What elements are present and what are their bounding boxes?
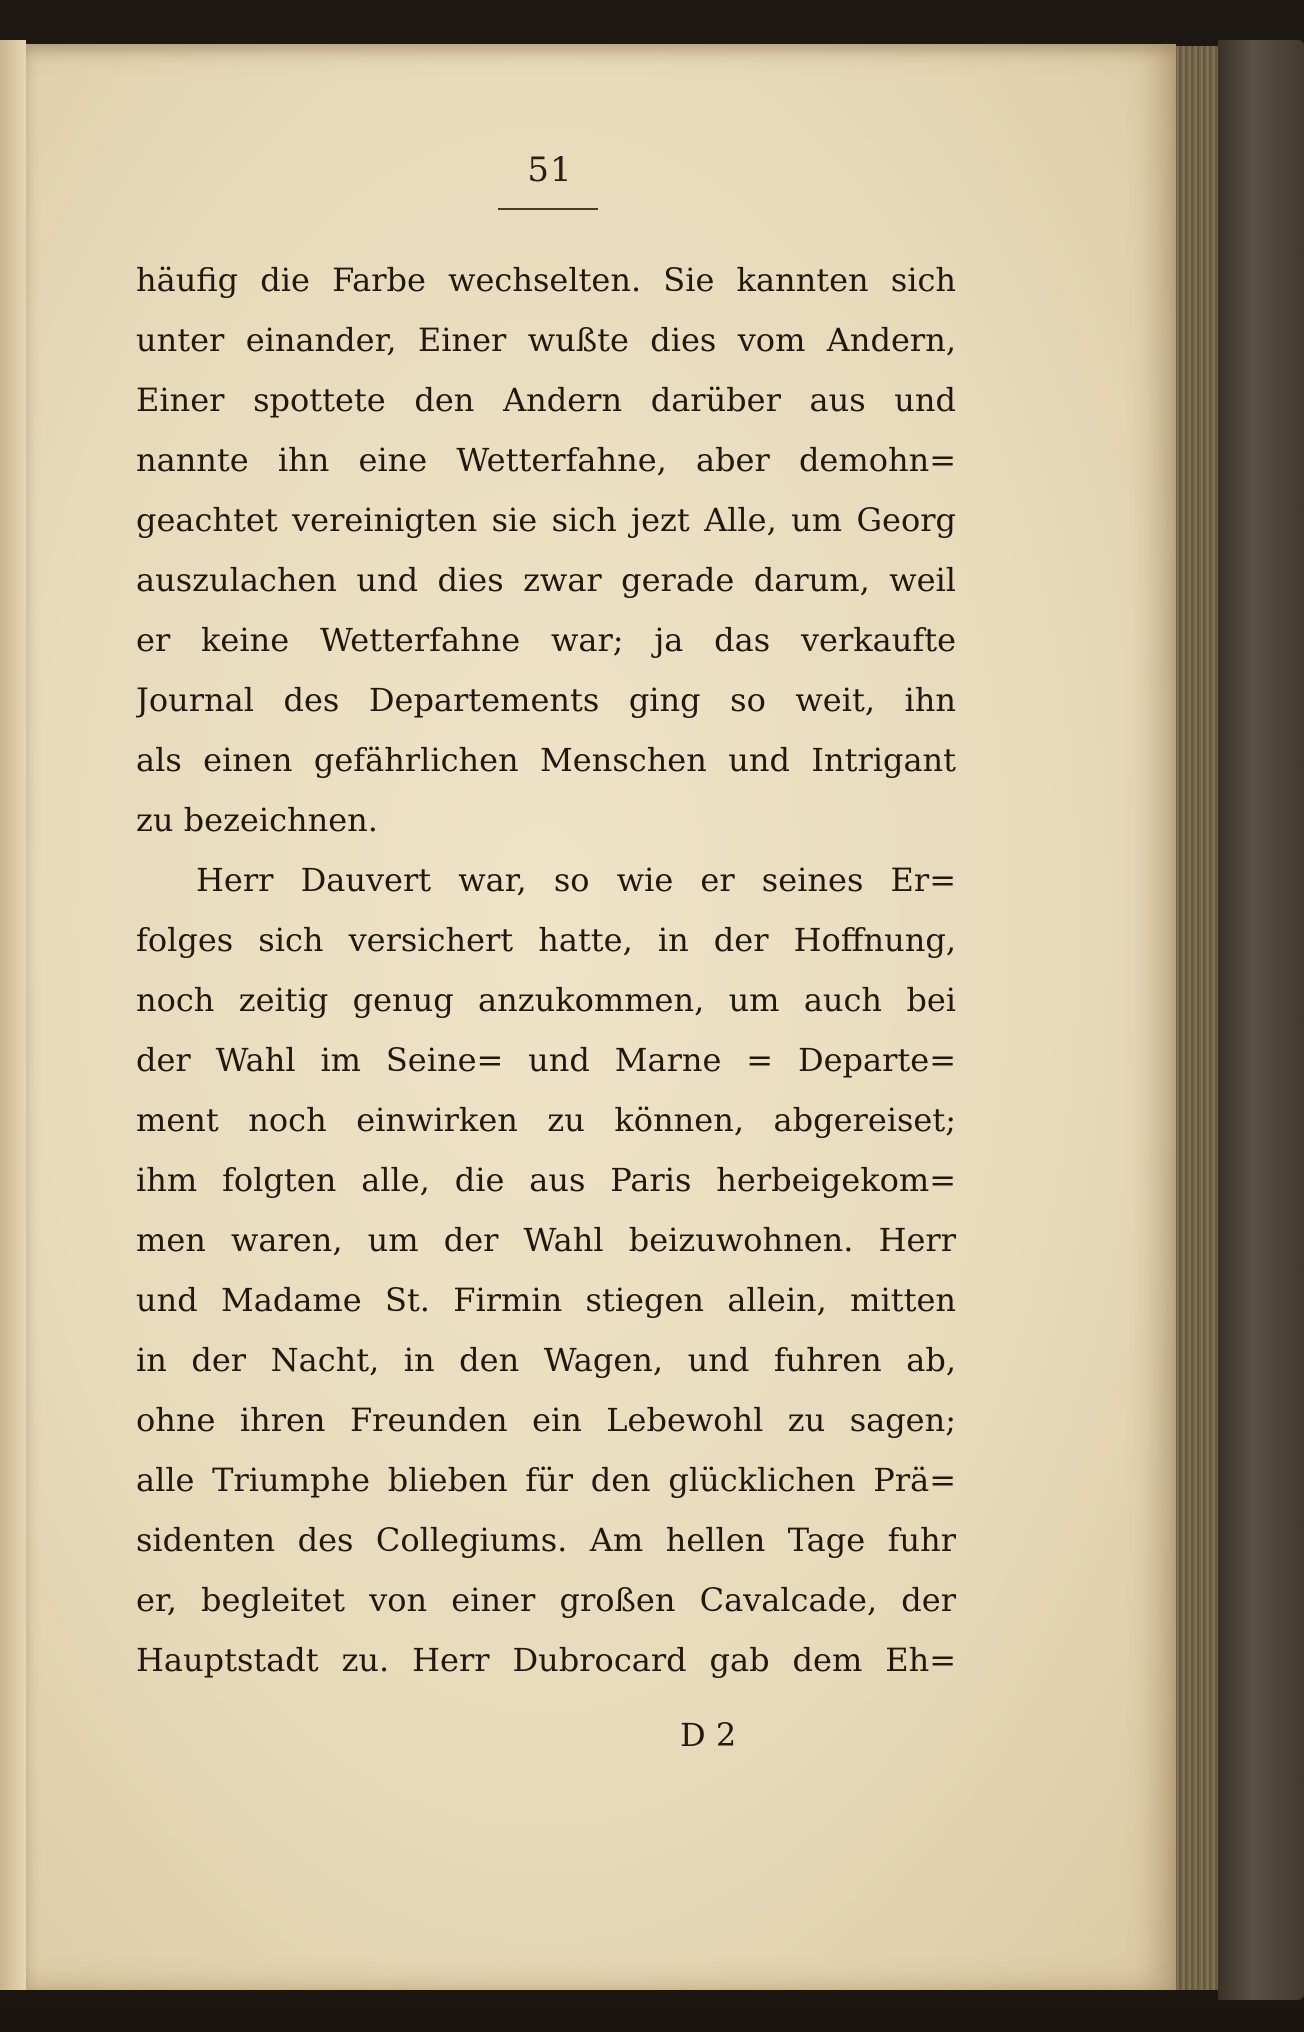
text-line: noch zeitig genug anzukommen, um auch bei xyxy=(136,981,956,1019)
facing-page-edge xyxy=(0,40,26,1990)
text-line: folges sich versichert hatte, in der Hoffnung, xyxy=(136,921,956,959)
text-line: häufig die Farbe wechselten. Sie kannten sich xyxy=(136,261,956,299)
text-line: ment noch einwirken zu können, abgereiset; xyxy=(136,1101,956,1139)
text-line: Journal des Departements ging so weit, ihn xyxy=(136,681,956,719)
text-line: nannte ihn eine Wetterfahne, aber demohn= xyxy=(136,441,956,479)
text-line: in der Nacht, in den Wagen, und fuhren ab, xyxy=(136,1341,956,1379)
text-line: Hauptstadt zu. Herr Dubrocard gab dem Eh= xyxy=(136,1641,956,1679)
book-cover xyxy=(1218,40,1304,2000)
page-number: 51 xyxy=(527,150,573,190)
body-text xyxy=(136,250,956,1690)
text-line: ohne ihren Freunden ein Lebewohl zu sagen; xyxy=(136,1401,956,1439)
text-line: alle Triumphe blieben für den glücklichen Prä= xyxy=(136,1461,956,1499)
text-line: und Madame St. Firmin stiegen allein, mitten xyxy=(136,1281,956,1319)
text-line: Herr Dauvert war, so wie er seines Er= xyxy=(196,861,956,899)
text-line: zu bezeichnen. xyxy=(136,801,378,839)
signature-mark: D 2 xyxy=(680,1716,737,1754)
page-number-rule xyxy=(498,208,598,210)
text-line: er, begleitet von einer großen Cavalcade, der xyxy=(136,1581,956,1619)
text-line: als einen gefährlichen Menschen und Intrigant xyxy=(136,741,956,779)
text-line: ihm folgten alle, die aus Paris herbeigekom= xyxy=(136,1161,956,1199)
text-line: der Wahl im Seine= und Marne = Departe= xyxy=(136,1041,956,1079)
text-line: er keine Wetterfahne war; ja das verkaufte xyxy=(136,621,956,659)
text-line: unter einander, Einer wußte dies vom Andern, xyxy=(136,321,956,359)
page-block-edge xyxy=(1176,46,1218,1990)
text-line: men waren, um der Wahl beizuwohnen. Herr xyxy=(136,1221,956,1259)
text-line: sidenten des Collegiums. Am hellen Tage fuhr xyxy=(136,1521,956,1559)
text-line: geachtet vereinigten sie sich jezt Alle, um Georg xyxy=(136,501,956,539)
text-line: auszulachen und dies zwar gerade darum, weil xyxy=(136,561,956,599)
text-line: Einer spottete den Andern darüber aus und xyxy=(136,381,956,419)
